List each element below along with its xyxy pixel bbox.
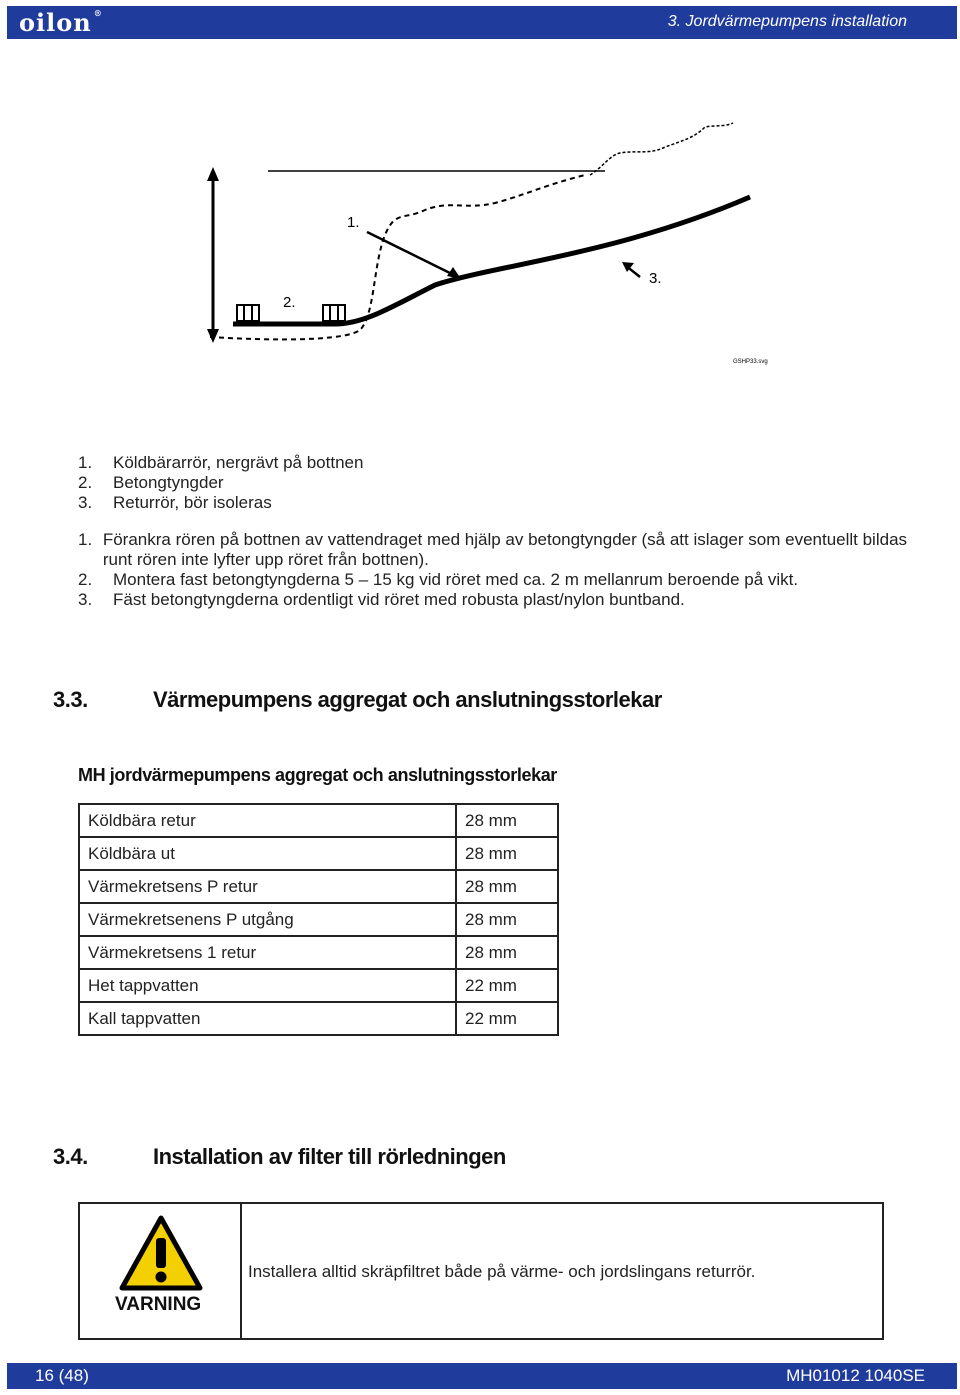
step-item: 1. Förankra rören på bottnen av vattendraget med hjälp av betongtyngder (så att islager som eventuellt bildas runt rören inte lyfter upp röret från bottnen). [78, 530, 908, 569]
legend-item: 2. Betongtyngder [78, 473, 224, 492]
table-row: Köldbära ut 28 mm [79, 837, 558, 870]
diagram-legend [78, 453, 363, 513]
section-heading-3-3: 3.3. Värmepumpens aggregat och anslutningsstorlekar [53, 687, 662, 712]
page-number: 16 (48) [35, 1366, 89, 1385]
riverbed-dashed [210, 175, 585, 339]
table-row: Kall tappvatten 22 mm [79, 1002, 558, 1035]
concrete-weight-right [323, 305, 345, 321]
depth-arrow-bottom-head [207, 329, 219, 343]
table-row: Het tappvatten 22 mm [79, 969, 558, 1002]
label-1-arrowhead [447, 267, 461, 279]
table-row: Värmekretsens 1 retur 28 mm [79, 936, 558, 969]
step-item: 3. Fäst betongtyngderna ordentligt vid röret med robusta plast/nylon buntband. [78, 590, 685, 609]
table-title: MH jordvärmepumpens aggregat och anslutningsstorlekar [78, 765, 557, 785]
label-3: 3. [649, 270, 662, 287]
table-row: Köldbära retur 28 mm [79, 804, 558, 837]
instruction-steps [78, 530, 908, 610]
legend-item: 1. Köldbärarrör, nergrävt på bottnen [78, 453, 364, 472]
label-1-pointer [367, 232, 458, 277]
pipe-anchoring-diagram [195, 115, 785, 375]
warning-triangle-icon [118, 1214, 204, 1292]
chapter-title: 3. Jordvärmepumpens installation [667, 13, 907, 30]
oilon-logo: oilon ® [19, 8, 103, 37]
table-row: Värmekretsens P retur 28 mm [79, 870, 558, 903]
bottom-pipe [233, 197, 750, 324]
warning-divider [240, 1204, 242, 1338]
depth-arrow-top-head [207, 167, 219, 181]
step-item: 2. Montera fast betongtyngderna 5 – 15 kg vid röret med ca. 2 m mellanrum beroende på vikt. [78, 570, 799, 589]
warning-box [78, 1202, 884, 1340]
shoreline-dotted [590, 123, 733, 175]
label-1: 1. [347, 214, 360, 231]
document-id: MH01012 1040SE [786, 1366, 925, 1385]
page-header [7, 6, 957, 39]
concrete-weight-left [237, 305, 259, 321]
warning-label: VARNING [115, 1294, 202, 1315]
page-footer [7, 1363, 957, 1389]
connection-sizes-table [78, 803, 559, 1036]
figure-file-tag: GSHP33.svg [733, 359, 768, 365]
legend-item: 3. Returrör, bör isoleras [78, 493, 272, 512]
section-heading-3-4: 3.4. Installation av filter till rörledningen [53, 1144, 506, 1169]
table-row: Värmekretsenens P utgång 28 mm [79, 903, 558, 936]
warning-text: Installera alltid skräpfiltret både på värme- och jordslingans returrör. [248, 1262, 756, 1281]
label-2: 2. [283, 294, 296, 311]
